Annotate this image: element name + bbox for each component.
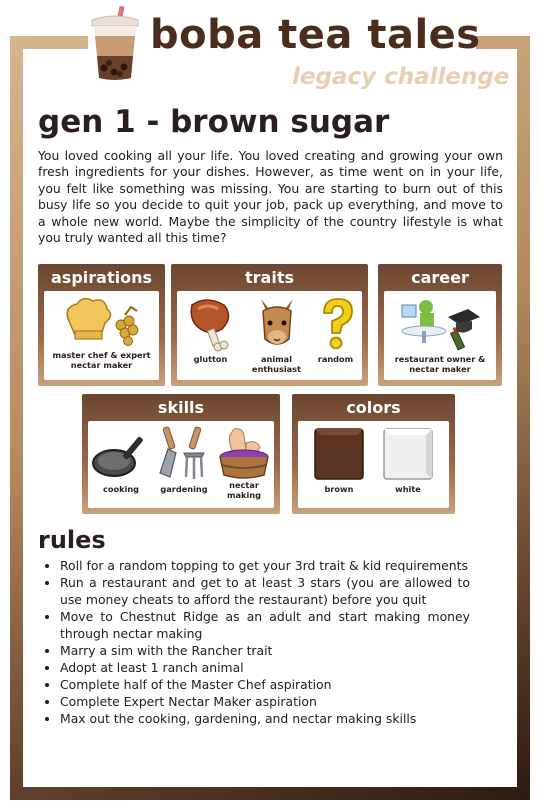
skill-item	[90, 425, 152, 495]
boba-cup-icon	[88, 6, 142, 82]
garden-tools-icon	[156, 425, 212, 483]
aspiration-label: master chef & expert nectar maker	[52, 350, 151, 370]
drumstick-icon	[184, 295, 238, 353]
frying-pan-icon	[90, 425, 152, 483]
llama-icon	[253, 295, 301, 353]
generation-intro: You loved cooking all your life. You loved creating and growing your own fresh ingredients for your dishes. However, as time went on in your life, you felt like something was missing. You are starting to burn out of this busy life so you decide to quit your job, pack up everything, and move to a whole new world. Maybe the simplicity of the country lifestyle is what you truly wanted all this time?	[38, 148, 503, 246]
rule-item: • Complete half of the Master Chef aspiration	[60, 676, 470, 693]
trait-label: animal enthusiast	[252, 354, 301, 374]
color-label: white	[395, 484, 421, 494]
color-item	[380, 425, 436, 495]
skill-item	[216, 425, 272, 500]
traits-heading: traits	[245, 268, 294, 287]
traits-card	[171, 264, 368, 386]
rule-item: • Max out the cooking, gardening, and nectar making skills	[60, 710, 470, 727]
trait-label: random	[317, 354, 354, 364]
colors-heading: colors	[346, 398, 401, 417]
generation-title: gen 1 - brown sugar	[38, 104, 390, 140]
chef-hat-grapes-icon	[61, 295, 143, 349]
trait-item	[251, 295, 303, 374]
color-item	[311, 425, 367, 495]
colors-card	[292, 394, 455, 514]
white-swatch	[380, 425, 436, 483]
career-heading: career	[411, 268, 469, 287]
career-card	[378, 264, 502, 386]
career-item	[388, 295, 492, 374]
aspirations-heading: aspirations	[51, 268, 152, 287]
aspirations-card	[38, 264, 165, 386]
rules-title: rules	[38, 526, 106, 554]
rule-item: • Move to Chestnut Ridge as an adult and start making money through nectar making	[60, 608, 470, 642]
rule-item: • Complete Expert Nectar Maker aspiration	[60, 693, 470, 710]
skills-heading: skills	[157, 398, 205, 417]
skill-label: cooking	[102, 484, 140, 494]
restaurant-nectar-icon	[398, 295, 482, 353]
question-mark-icon	[316, 295, 356, 353]
rule-item: • Marry a sim with the Rancher trait	[60, 642, 470, 659]
trait-item	[316, 295, 356, 365]
rules-list	[60, 557, 470, 727]
skill-label: gardening	[160, 484, 208, 494]
rule-item: • Adopt at least 1 ranch animal	[60, 659, 470, 676]
skill-label: nectar making	[227, 480, 261, 500]
aspiration-item	[52, 295, 152, 370]
page-title: boba tea tales	[150, 12, 481, 58]
trait-label: glutton	[193, 354, 228, 364]
brown-swatch	[311, 425, 367, 483]
grape-stomping-icon	[216, 425, 272, 479]
skills-card	[82, 394, 280, 514]
rule-item: • Roll for a random topping to get your 3rd trait & kid requirements	[60, 557, 470, 574]
trait-item	[184, 295, 238, 365]
color-label: brown	[324, 484, 354, 494]
rule-item: • Run a restaurant and get to at least 3 stars (you are allowed to use money cheats to afford the restaurant) before you quit	[60, 574, 470, 608]
page-subtitle: legacy challenge	[292, 64, 510, 90]
career-label: restaurant owner & nectar maker	[394, 354, 486, 374]
skill-item	[156, 425, 212, 495]
